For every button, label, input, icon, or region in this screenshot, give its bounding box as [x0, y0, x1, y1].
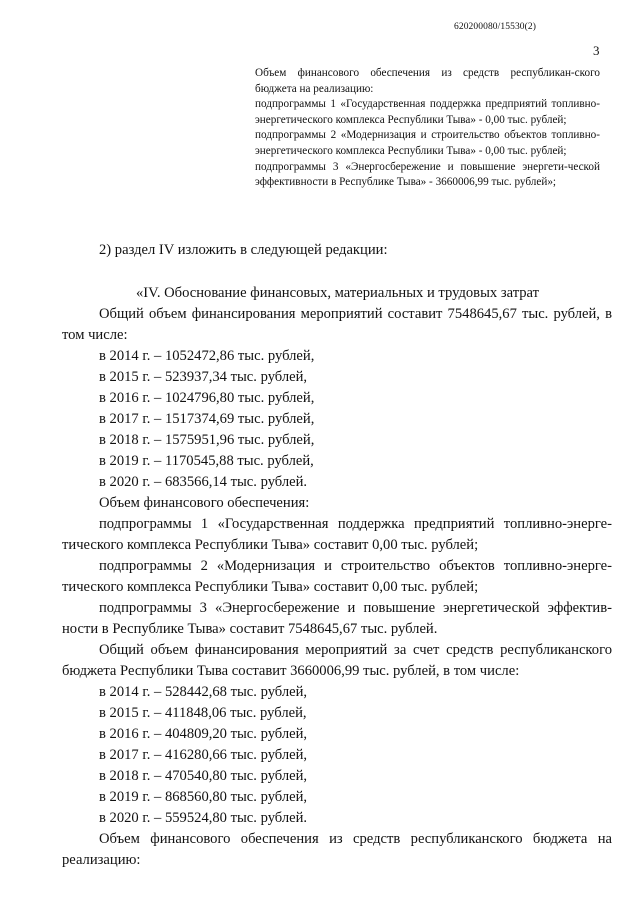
year-line: в 2018 г. – 1575951,96 тыс. рублей,	[99, 432, 315, 448]
year-line: в 2016 г. – 1024796,80 тыс. рублей,	[99, 390, 315, 406]
final-paragraph: Объем финансового обеспечения из средств республиканского бюджета на реализацию:	[62, 831, 612, 868]
page-number: 3	[593, 43, 600, 58]
document-number: 620200080/15530(2)	[454, 22, 537, 32]
financing-heading: Объем финансового обеспечения:	[99, 495, 310, 511]
year-line: в 2018 г. – 470540,80 тыс. рублей,	[99, 768, 308, 784]
summary-subprogram-3: подпрограммы 3 «Энергосбережение и повышение энергети-ческой эффективности в Республике Тыва» - 3660006,99 тыс. рублей»;	[255, 160, 600, 189]
summary-intro: Объем финансового обеспечения из средств республикан-ского бюджета на реализацию:	[255, 67, 600, 95]
main-text	[62, 304, 612, 871]
summary-subprogram-2: подпрограммы 2 «Модернизация и строительство объектов топливно-энергетического комплекса Республики Тыва» - 0,00 тыс. рублей;	[255, 129, 600, 157]
year-line: в 2015 г. – 523937,34 тыс. рублей,	[99, 369, 308, 385]
republican-total: Общий объем финансирования мероприятий за счет средств республиканского бюджета Республики Тыва составит 3660006,99 тыс. рублей, в том числе:	[62, 642, 612, 679]
subprogram-2: подпрограммы 2 «Модернизация и строительство объектов топливно-энерге-тического комплекса Республики Тыва» составит 0,00 тыс. рублей;	[62, 558, 612, 595]
year-line: в 2016 г. – 404809,20 тыс. рублей,	[99, 726, 308, 742]
summary-subprogram-1: подпрограммы 1 «Государственная поддержка предприятий топливно-энергетического комплекса Республики Тыва» - 0,00 тыс. рублей;	[255, 98, 600, 126]
subprogram-3: подпрограммы 3 «Энергосбережение и повышение энергетической эффектив-ности в Республике Тыва» составит 7548645,67 тыс. рублей.	[62, 600, 612, 637]
subprogram-1: подпрограммы 1 «Государственная поддержка предприятий топливно-энерге-тического комплекса Республики Тыва» составит 0,00 тыс. рублей;	[62, 516, 612, 553]
year-line: в 2017 г. – 416280,66 тыс. рублей,	[99, 747, 308, 763]
year-line: в 2017 г. – 1517374,69 тыс. рублей,	[99, 411, 315, 427]
financing-summary-block	[255, 66, 600, 191]
year-line: в 2019 г. – 1170545,88 тыс. рублей,	[99, 453, 314, 469]
year-line: в 2014 г. – 528442,68 тыс. рублей,	[99, 684, 308, 700]
year-line: в 2015 г. – 411848,06 тыс. рублей,	[99, 705, 307, 721]
year-line: в 2014 г. – 1052472,86 тыс. рублей,	[99, 348, 315, 364]
year-line: в 2020 г. – 683566,14 тыс. рублей.	[99, 474, 308, 490]
section-instruction: 2) раздел IV изложить в следующей редакции:	[99, 242, 388, 258]
section-title: «IV. Обоснование финансовых, материальных и трудовых затрат	[136, 285, 540, 301]
total-financing: Общий объем финансирования мероприятий составит 7548645,67 тыс. рублей, в том числе:	[62, 306, 612, 343]
year-line: в 2019 г. – 868560,80 тыс. рублей,	[99, 789, 308, 805]
year-line: в 2020 г. – 559524,80 тыс. рублей.	[99, 810, 308, 826]
